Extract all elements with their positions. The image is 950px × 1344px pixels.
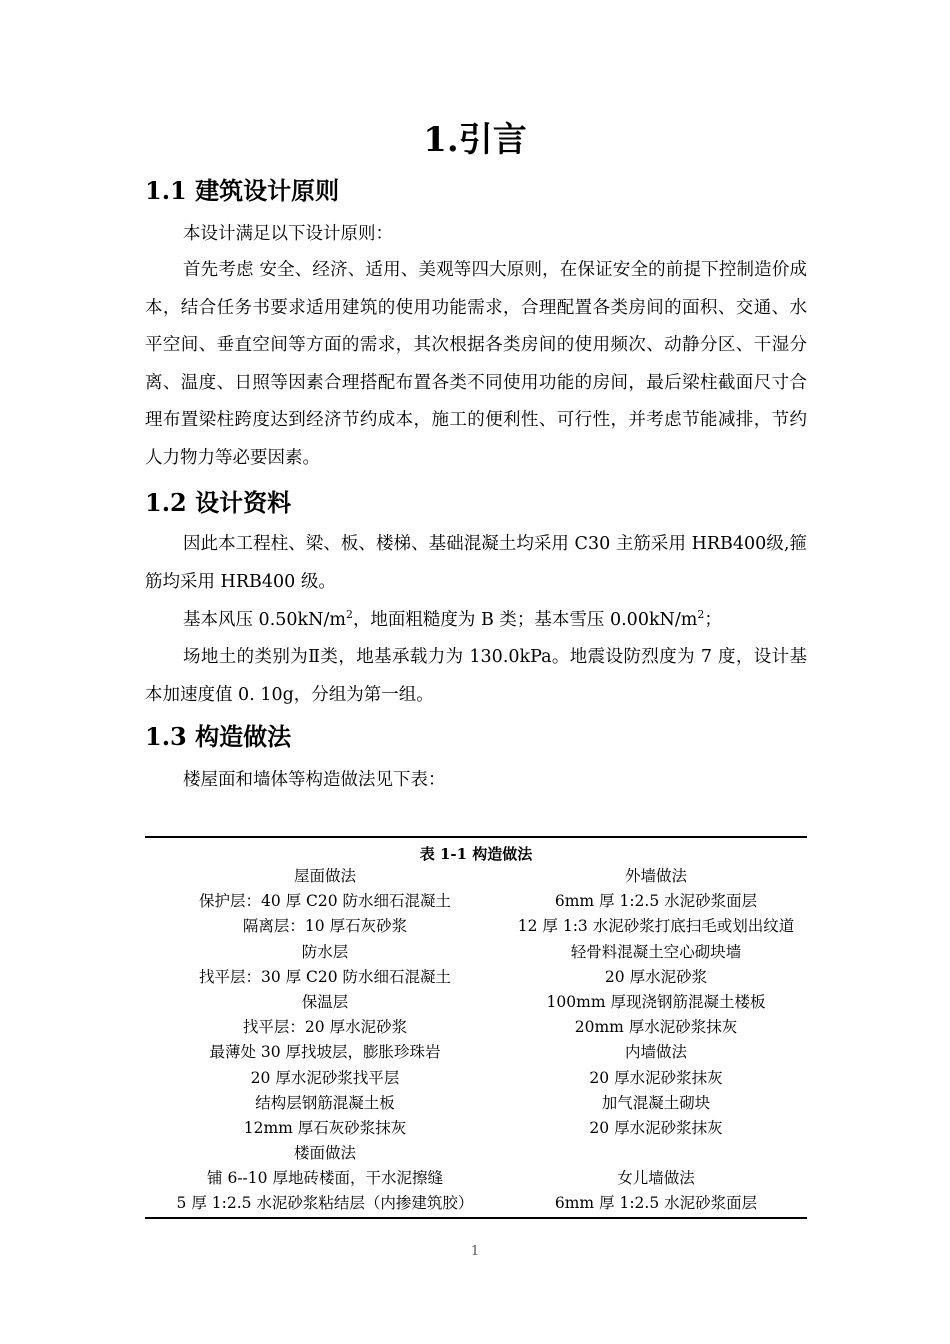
section-1-2-materials: 因此本工程柱、梁、板、楼梯、基础混凝土均采用 C30 主筋采用 HRB400级,箍筋均采用 HRB400 级。	[145, 534, 807, 592]
table-cell: 20 厚水泥砂浆找平层	[250, 1068, 400, 1087]
section-1-2-site: 场地土的类别为Ⅱ类，地基承载力为 130.0kPa。地震设防烈度为 7 度，设计基本加速度值 0. 10g，分组为第一组。	[145, 647, 807, 705]
table-cell: 内墙做法	[624, 1043, 687, 1062]
snow-pressure-text: ，地面粗糙度为 B 类；基本雪压 0.00kN/m	[352, 610, 698, 630]
wind-unit-exponent: 2	[345, 608, 353, 622]
table-cell: 20 厚水泥砂浆抹灰	[589, 1068, 723, 1087]
table-cell: 屋面做法	[293, 867, 356, 885]
table-cell: 隔离层：10 厚石灰砂浆	[242, 917, 408, 936]
section-1-2-wind-snow	[183, 605, 722, 635]
table-cell: 加气混凝土砌块	[601, 1093, 711, 1112]
table-cell: 20mm 厚水泥砂浆抹灰	[574, 1018, 738, 1037]
table-cell: 5 厚 1:2.5 水泥砂浆粘结层（内掺建筑胶）	[176, 1194, 474, 1213]
section-1-1-intro: 本设计满足以下设计原则：	[183, 224, 393, 244]
table-cell: 铺 6--10 厚地砖楼面，干水泥擦缝	[207, 1169, 443, 1188]
section-heading-1-2: 1.2 设计资料	[145, 488, 292, 517]
table-cell: 楼面做法	[293, 1144, 356, 1163]
table-cell: 20 厚水泥砂浆	[604, 967, 708, 986]
wind-pressure-text: 基本风压 0.50kN/m	[183, 610, 346, 630]
table-cell: 找平层：30 厚 C20 防水细石混凝土	[198, 967, 452, 986]
section-1-1-paragraph: 首先考虑 安全、经济、适用、美观等四大原则，在保证安全的前提下控制造价成本，结合任务书要求适用建筑的使用功能需求，合理配置各类房间的面积、交通、水平空间、垂直空间等方面的需求，其次根据各类房间的使用频次、动静分区、干湿分离、温度、日照等因素合理搭配布置各类不同使用功能的房间，最后梁柱截面尺寸合理布置梁柱跨度达到经济节约成本，施工的便利性、可行性，并考虑节能减排，节约人力物力等必要因素。	[145, 260, 807, 468]
table-cell: 结构层钢筋混凝土板	[255, 1093, 395, 1112]
table-cell	[505, 1141, 807, 1166]
table-cell: 防水层	[301, 942, 349, 961]
table-caption: 表 1-1 构造做法	[419, 845, 533, 863]
table-cell: 保护层：40 厚 C20 防水细石混凝土	[198, 892, 452, 911]
table-cell: 20 厚水泥砂浆抹灰	[589, 1118, 723, 1137]
table-cell: 100mm 厚现浇钢筋混凝土楼板	[546, 992, 766, 1011]
snow-unit-exponent: 2	[697, 608, 705, 622]
section-heading-1-3: 1.3 构造做法	[145, 722, 292, 751]
table-cell: 12mm 厚石灰砂浆抹灰	[243, 1118, 407, 1137]
wind-snow-end: ；	[704, 610, 722, 630]
table-top-rule	[145, 836, 807, 838]
table-cell: 女儿墙做法	[617, 1169, 695, 1188]
table-cell: 轻骨料混凝土空心砌块墙	[570, 942, 742, 961]
table-cell: 6mm 厚 1:2.5 水泥砂浆面层	[554, 1194, 758, 1213]
section-1-3-intro: 楼屋面和墙体等构造做法见下表：	[183, 770, 446, 790]
table-cell: 最薄处 30 厚找坡层，膨胀珍珠岩	[209, 1043, 441, 1062]
table-cell: 外墙做法	[624, 867, 687, 885]
table-cell: 12 厚 1:3 水泥砂浆打底扫毛或划出纹道	[517, 917, 795, 936]
table-right-column	[505, 864, 807, 1217]
table-cell: 找平层：20 厚水泥砂浆	[242, 1018, 408, 1037]
table-cell: 保温层	[301, 992, 349, 1011]
construction-table	[145, 836, 807, 1213]
chapter-title: 1.引言	[423, 120, 527, 160]
table-left-column	[145, 864, 505, 1217]
table-cell: 6mm 厚 1:2.5 水泥砂浆面层	[554, 892, 758, 911]
table-bottom-rule	[145, 1217, 807, 1219]
section-heading-1-1: 1.1 建筑设计原则	[145, 176, 340, 205]
page-number: 1	[470, 1244, 480, 1259]
